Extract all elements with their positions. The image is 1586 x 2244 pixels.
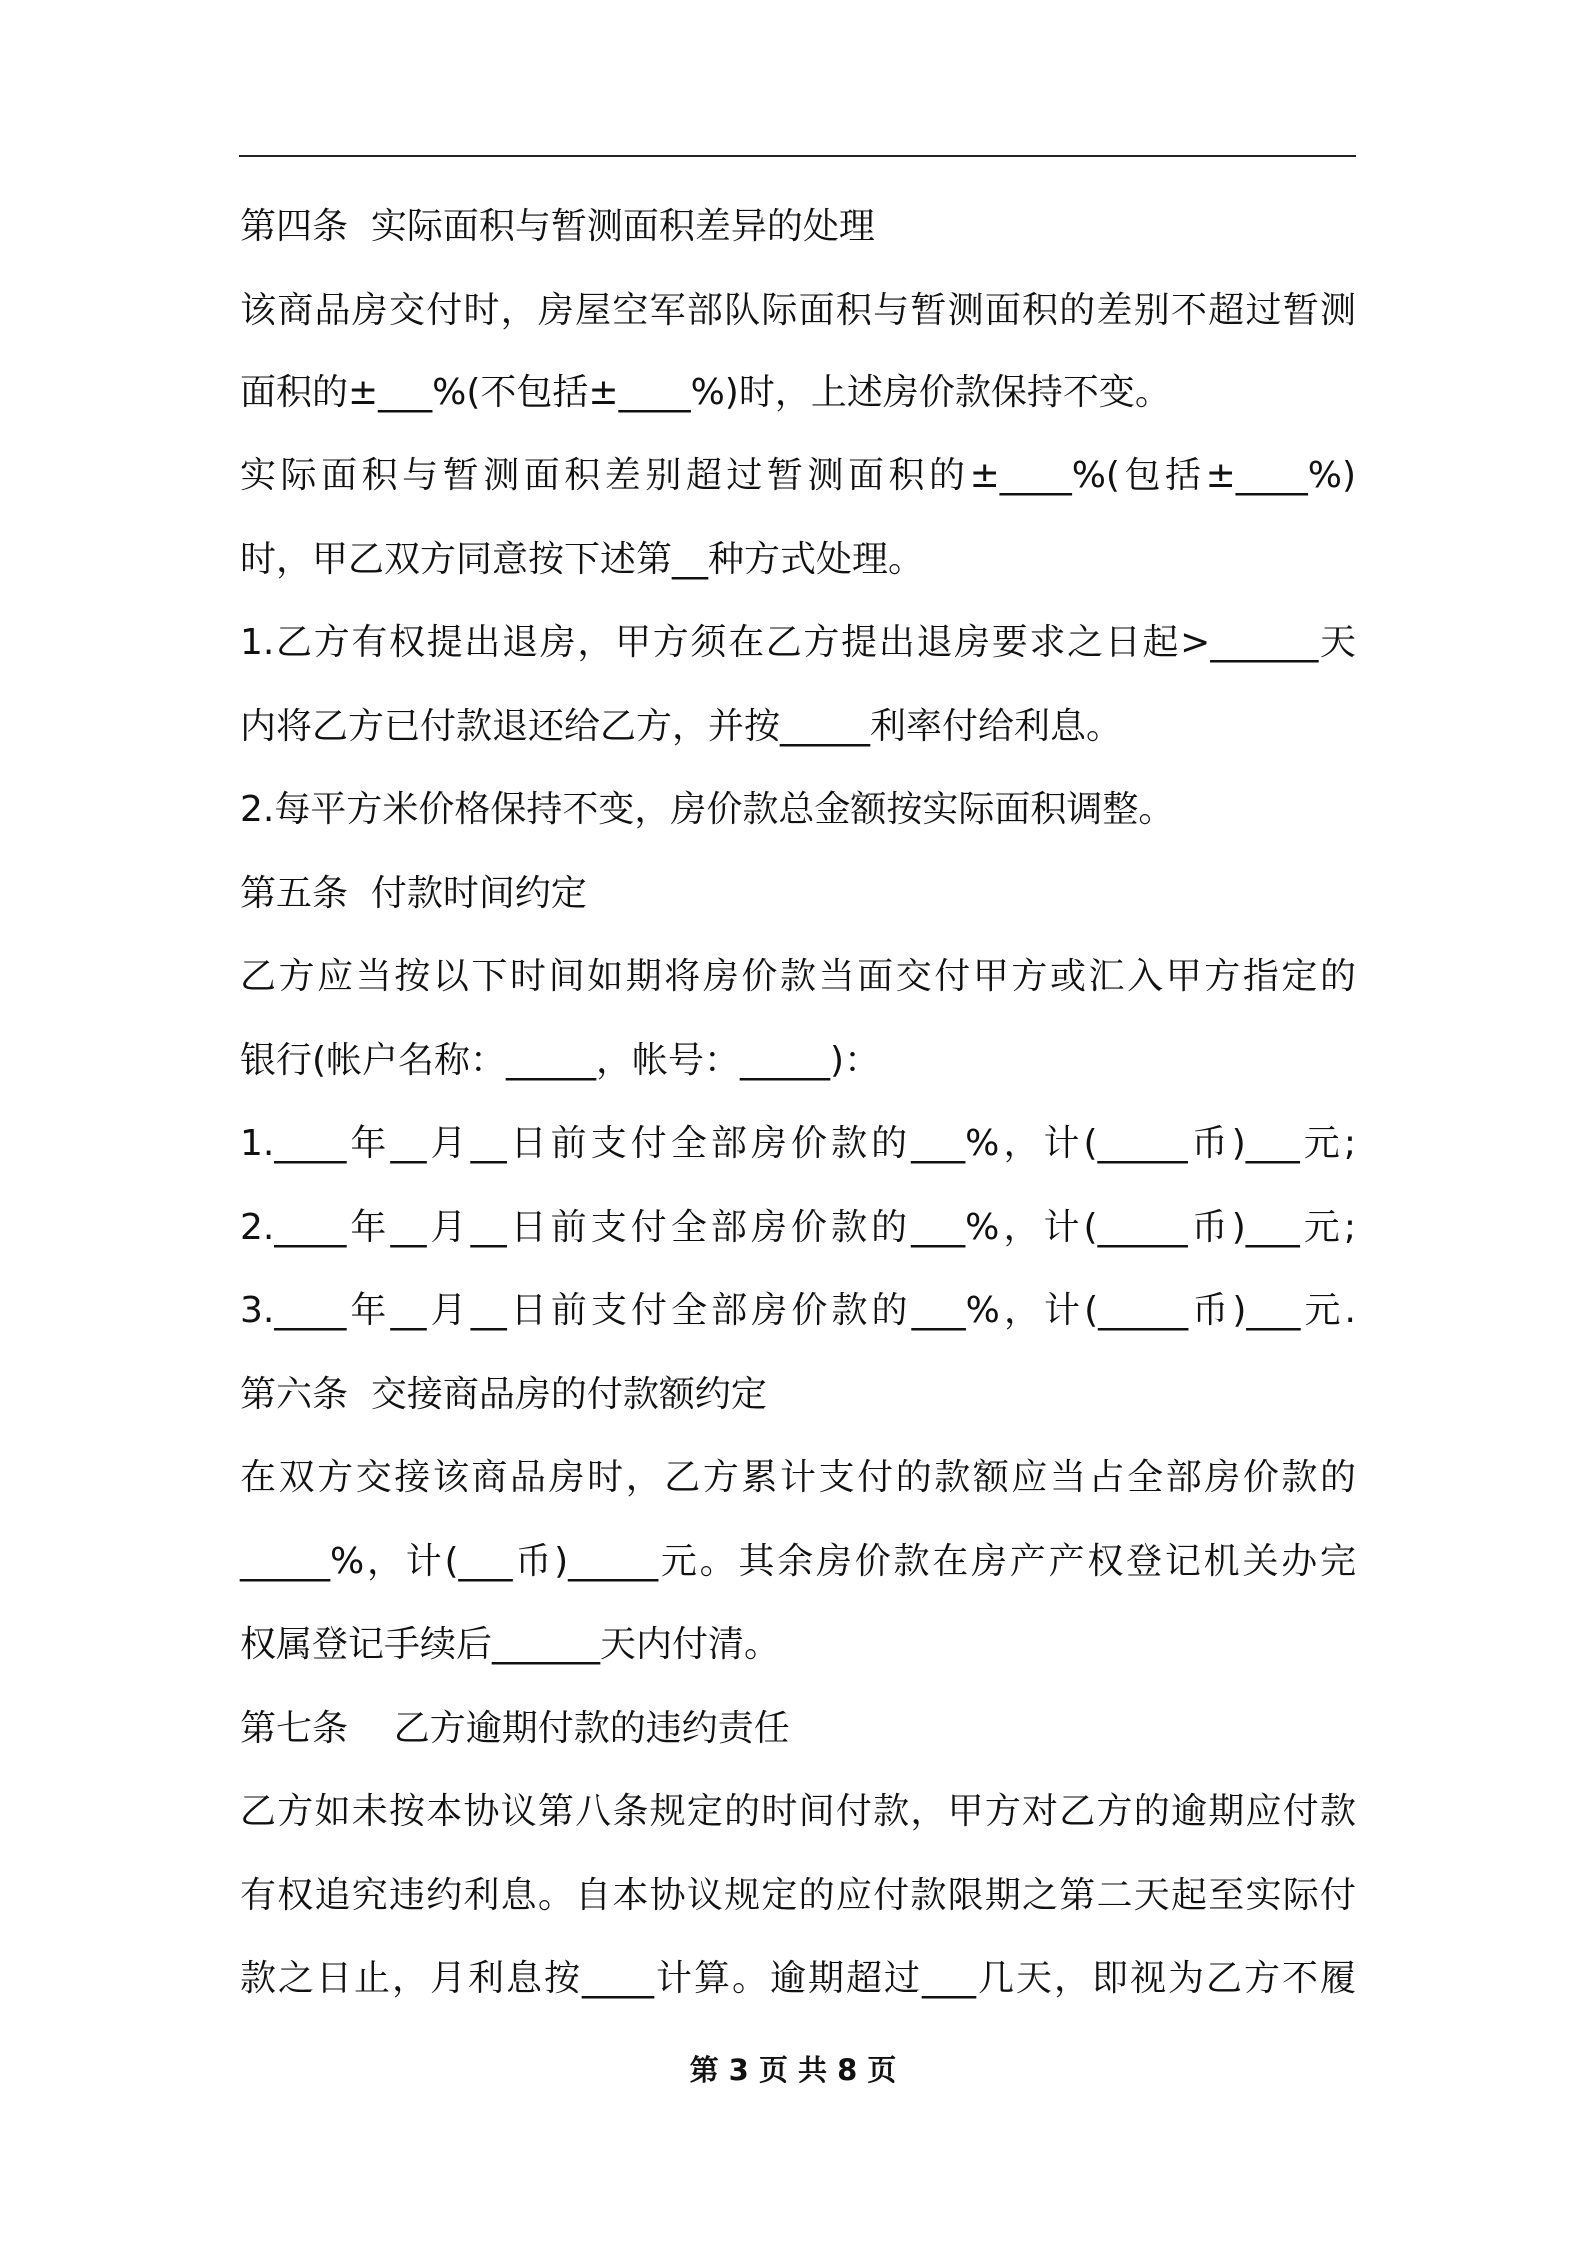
paragraph-line: 1.乙方有权提出退房，甲方须在乙方提出退房要求之日起>______天: [240, 622, 1356, 663]
paragraph-line: 内将乙方已付款退还给乙方，并按_____利率付给利息。: [240, 706, 1123, 747]
page-number-footer: 第 3 页 共 8 页: [689, 2053, 897, 2087]
paragraph-line: 2.每平方米价格保持不变，房价款总金额按实际面积调整。: [240, 789, 1175, 830]
payment-line: 2.____年__月__日前支付全部房价款的___%，计(_____币)___元;: [240, 1207, 1356, 1248]
paragraph-line: 实际面积与暂测面积差别超过暂测面积的±____%(包括±____%): [240, 455, 1356, 496]
article-6-heading: 第六条 交接商品房的付款额约定: [240, 1374, 767, 1415]
paragraph-line: 银行(帐户名称：_____，帐号：_____)：: [240, 1040, 881, 1081]
paragraph-line: 时，甲乙双方同意按下述第__种方式处理。: [240, 539, 925, 580]
paragraph-line: 乙方如未按本协议第八条规定的时间付款，甲方对乙方的逾期应付款: [240, 1791, 1356, 1832]
paragraph-line: 款之日止，月利息按____计算。逾期超过___几天，即视为乙方不履: [240, 1958, 1356, 1999]
paragraph-line: 该商品房交付时，房屋空军部队际面积与暂测面积的差别不超过暂测: [240, 290, 1356, 331]
paragraph-line: 在双方交接该商品房时，乙方累计支付的款额应当占全部房价款的: [240, 1457, 1356, 1498]
paragraph-line: 乙方应当按以下时间如期将房价款当面交付甲方或汇入甲方指定的: [240, 956, 1356, 997]
payment-line: 3.____年__月__日前支付全部房价款的___%，计(_____币)___元.: [240, 1290, 1356, 1331]
article-7-heading: 第七条 乙方逾期付款的违约责任: [240, 1708, 790, 1749]
header-rule: [239, 155, 1356, 157]
payment-line: 1.____年__月__日前支付全部房价款的___%，计(_____币)___元;: [240, 1123, 1356, 1164]
paragraph-line: 权属登记手续后______天内付清。: [240, 1624, 781, 1665]
article-5-heading: 第五条 付款时间约定: [240, 873, 587, 914]
paragraph-line: 有权追究违约利息。自本协议规定的应付款限期之第二天起至实际付: [240, 1875, 1356, 1916]
paragraph-line: 面积的±___%(不包括±____%)时，上述房价款保持不变。: [240, 372, 1171, 413]
article-4-heading: 第四条 实际面积与暂测面积差异的处理: [240, 206, 875, 247]
paragraph-line: _____%，计(___币)_____元。其余房价款在房产产权登记机关办完: [240, 1541, 1356, 1582]
